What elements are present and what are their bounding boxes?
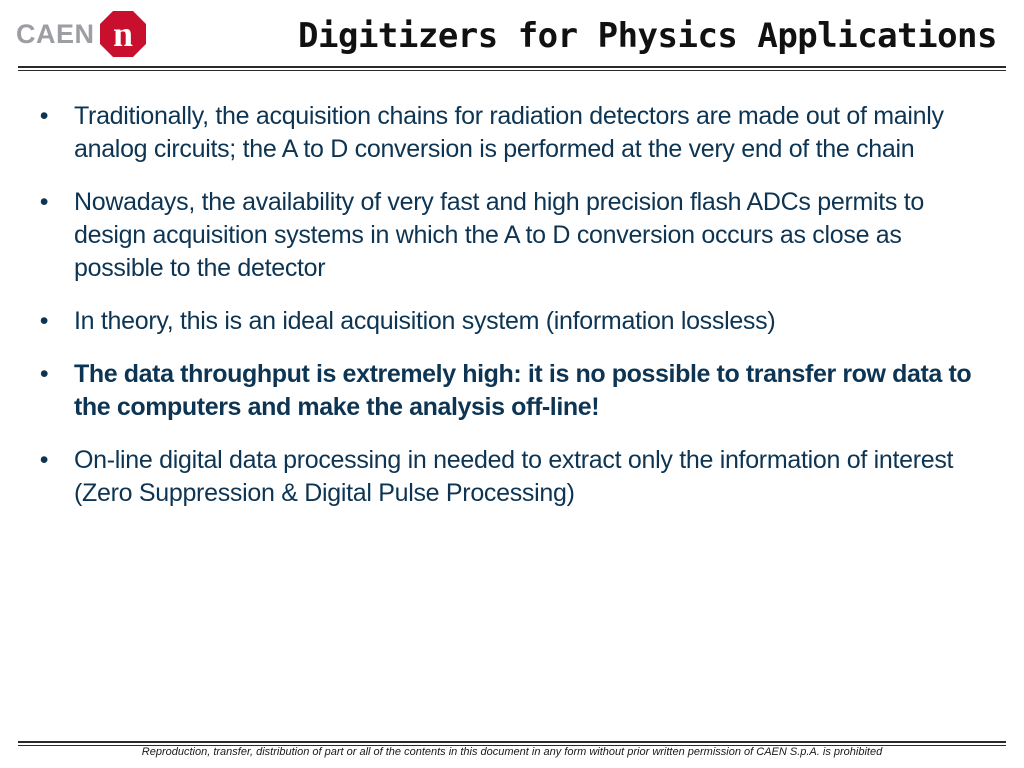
bullet-marker: • <box>39 102 49 130</box>
bullet-marker: • <box>39 360 49 388</box>
copyright-footer: Reproduction, transfer, distribution of part or all of the contents in this document in any form without prior written permission of CAEN S.p.A. is prohibited <box>141 746 883 758</box>
bullet-text: Traditionally, the acquisition chains for radiation detectors are made out of mainly analog circuits; the A to D conversion is performed at the very end of the chain <box>74 102 944 163</box>
bullet-marker: • <box>39 307 49 335</box>
caen-logo <box>16 10 147 58</box>
slide-content <box>34 100 994 530</box>
bullet-text: The data throughput is extremely high: it is no possible to transfer row data to the computers and make the analysis off-line! <box>74 360 972 421</box>
slide-title: Digitizers for Physics Applications <box>298 16 997 56</box>
bullet-item-ideal-system <box>34 305 994 338</box>
caen-n-logo-icon <box>99 10 147 58</box>
bullet-item-online-processing <box>34 444 994 510</box>
bullet-text: Nowadays, the availability of very fast and high precision flash ADCs permits to design acquisition systems in which the A to D conversion occurs as close as possible to the detector <box>74 188 925 282</box>
bullet-text: In theory, this is an ideal acquisition system (information lossless) <box>74 307 776 335</box>
bullet-item-analog-chains <box>34 100 994 166</box>
bullet-item-throughput <box>34 358 994 424</box>
header-divider <box>18 66 1006 71</box>
logo-text: CAEN <box>16 18 95 49</box>
logo-mark-letter: n <box>112 14 133 54</box>
bullet-text: On-line digital data processing in needed to extract only the information of interest (Zero Suppression & Digital Pulse Processing) <box>74 446 954 507</box>
bullet-marker: • <box>39 446 49 474</box>
bullet-item-flash-adcs <box>34 186 994 285</box>
bullet-marker: • <box>39 188 49 216</box>
bullet-list <box>34 100 994 510</box>
